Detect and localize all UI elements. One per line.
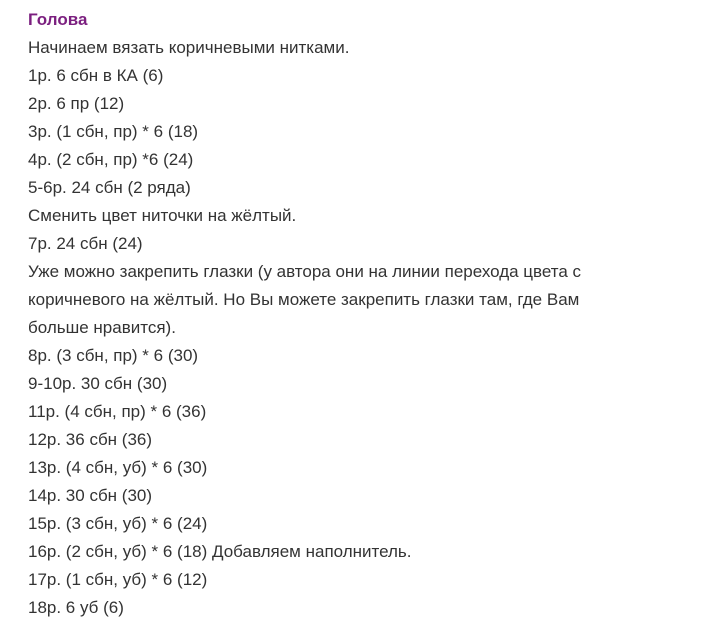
row-instruction: 12р. 36 сбн (36) — [28, 430, 153, 449]
row-instruction: 4р. (2 сбн, пр) *6 (24) — [28, 150, 194, 169]
row-instruction: 17р. (1 сбн, уб) * 6 (12) — [28, 570, 208, 589]
row-instruction: 3р. (1 сбн, пр) * 6 (18) — [28, 122, 199, 141]
row-instruction: 8р. (3 сбн, пр) * 6 (30) — [28, 346, 199, 365]
row-instruction: 18р. 6 уб (6) — [28, 598, 124, 617]
section-heading: Голова — [28, 10, 88, 29]
text-line: больше нравится). — [28, 318, 176, 337]
text-line: Сменить цвет ниточки на жёлтый. — [28, 206, 297, 225]
row-instruction: 11р. (4 сбн, пр) * 6 (36) — [28, 402, 207, 421]
row-instruction: 16р. (2 сбн, уб) * 6 (18) Добавляем наполнитель. — [28, 542, 412, 561]
article-body — [28, 6, 693, 622]
row-instruction: 7р. 24 сбн (24) — [28, 234, 143, 253]
text-line: Уже можно закрепить глазки (у автора они на линии перехода цвета с — [28, 262, 582, 281]
row-instruction: 2р. 6 пр (12) — [28, 94, 125, 113]
row-instruction: 5-6р. 24 сбн (2 ряда) — [28, 178, 191, 197]
row-instruction: 14р. 30 сбн (30) — [28, 486, 153, 505]
row-instruction: 9-10р. 30 сбн (30) — [28, 374, 168, 393]
row-instruction: 1р. 6 сбн в КА (6) — [28, 66, 164, 85]
row-instruction: 13р. (4 сбн, уб) * 6 (30) — [28, 458, 208, 477]
pattern-lines — [28, 34, 693, 622]
text-line: коричневого на жёлтый. Но Вы можете закрепить глазки там, где Вам — [28, 290, 580, 309]
row-instruction: 15р. (3 сбн, уб) * 6 (24) — [28, 514, 208, 533]
text-line: Начинаем вязать коричневыми нитками. — [28, 38, 350, 57]
